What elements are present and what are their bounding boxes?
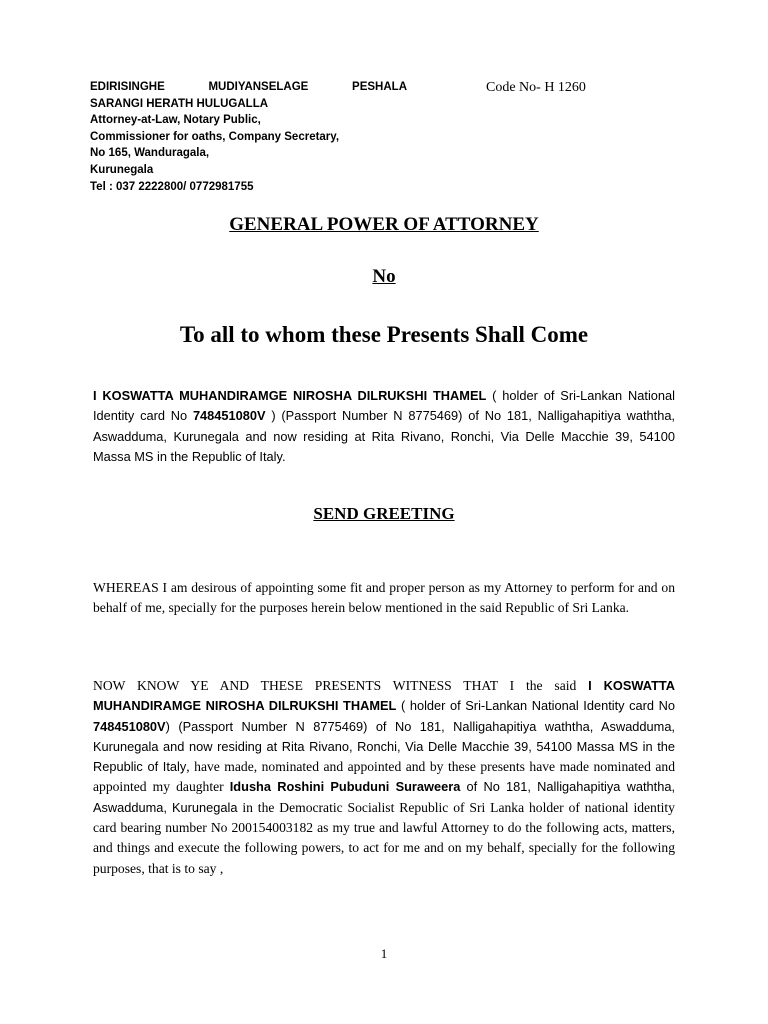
document-number-label: No	[372, 266, 396, 287]
notary-name-line-2: SARANGI HERATH HULUGALLA	[90, 97, 269, 110]
notary-name-word: PESHALA	[352, 81, 407, 93]
notary-telephone: Tel : 037 2222800/ 0772981755	[90, 180, 254, 193]
notary-roles: Commissioner for oaths, Company Secretary,	[90, 130, 340, 143]
notary-titles: Attorney-at-Law, Notary Public,	[90, 114, 261, 127]
witness-text: , have made, nominated and appointed and by these presents have made nominated and appointed my daughter	[93, 759, 676, 795]
grantor-pronoun: I	[93, 388, 103, 403]
attorney-name: Idusha Roshini Pubuduni Suraweera	[229, 779, 461, 795]
notary-header	[90, 79, 410, 195]
witness-text: of No 181, Nalligahapitiya waththa, Aswadduma, Kurunegala	[93, 779, 676, 815]
witness-text: ( holder of Sri-Lankan National Identity card No	[396, 698, 676, 714]
notary-name-line-1	[90, 79, 407, 96]
presents-heading: To all to whom these Presents Shall Come	[179, 322, 589, 347]
witness-grantor-name: I KOSWATTA MUHANDIRAMGE NIROSHA DILRUKSHI THAMEL	[93, 678, 676, 714]
page-number: 1	[380, 946, 388, 961]
witness-text: NOW KNOW YE AND THESE PRESENTS WITNESS THAT I the said	[93, 678, 589, 693]
send-greeting-heading: SEND GREETING	[313, 504, 455, 523]
witness-text: in the Democratic Socialist Republic of Sri Lanka holder of national identity card bearing number No 200154003182 as my true and lawful Attorney to do the following acts, matters, and things and execute the following powers, to act for me and on my behalf, specially for the following purposes, that is to say ,	[93, 799, 675, 876]
grantor-text: ) (Passport Number N 8775469) of No 181, Nalligahapitiya waththa, Aswadduma, Kurunegala and now residing at Rita Rivano, Ronchi, Via Delle Macchie 39, 54100 Massa MS in the Republic of Italy.	[93, 408, 675, 464]
notary-name-word: MUDIYANSELAGE	[208, 81, 309, 93]
document-title: GENERAL POWER OF ATTORNEY	[229, 214, 539, 235]
document-code: Code No- H 1260	[486, 80, 586, 95]
notary-name-word: EDIRISINGHE	[90, 81, 165, 93]
notary-city: Kurunegala	[90, 163, 154, 176]
whereas-paragraph: WHEREAS I am desirous of appointing some fit and proper person as my Attorney to perform for and on behalf of me, specially for the purposes herein below mentioned in the said Republic of Sri Lanka.	[93, 580, 675, 616]
notary-address: No 165, Wanduragala,	[90, 147, 210, 160]
grantor-name: KOSWATTA MUHANDIRAMGE NIROSHA DILRUKSHI THAMEL	[102, 388, 487, 403]
grantor-text: ( holder of Sri-Lankan National Identity card No	[93, 388, 675, 424]
grantor-nic: 748451080V	[192, 408, 266, 424]
witness-text: ) (Passport Number N 8775469) of No 181, Nalligahapitiya waththa, Aswadduma, Kurunegala and now residing at Rita Rivano, Ronchi, Via Delle Macchie 39, 54100 Massa MS in the Republic of Italy	[93, 718, 675, 775]
witness-nic: 748451080V	[93, 718, 166, 734]
grantor-paragraph	[93, 386, 675, 467]
witness-paragraph	[93, 676, 675, 879]
